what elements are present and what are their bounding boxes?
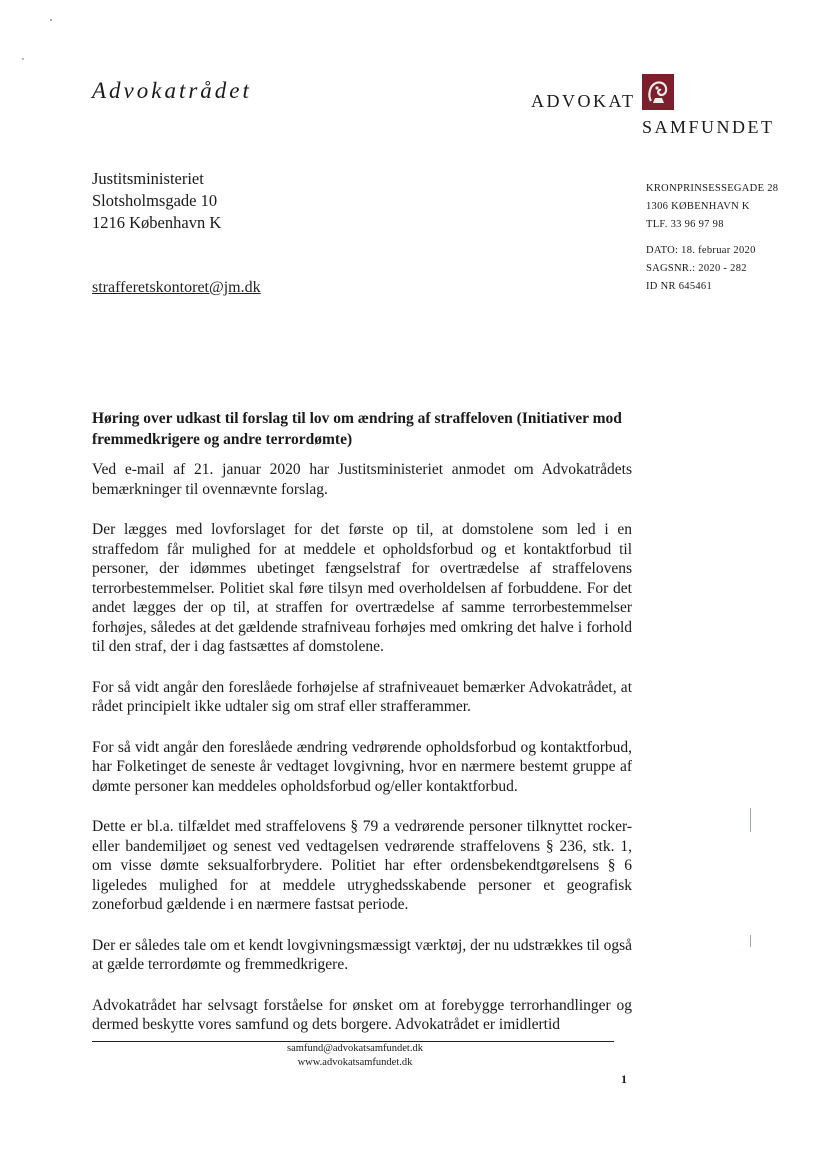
body-paragraph: Der er således tale om et kendt lovgivningsmæssigt værktøj, der nu udstrækkes til også at gælde terrordømte og fremmedkrigere. (92, 936, 632, 973)
body-paragraph: For så vidt angår den foreslåede forhøjelse af strafniveauet bemærker Advokatrådet, at rådet principielt ikke udtaler sig om straf eller strafferammer. (92, 678, 632, 715)
letter-date: DATO: 18. februar 2020 (646, 245, 756, 256)
scan-speck (22, 58, 24, 60)
recipient-name: Justitsministeriet (92, 169, 204, 188)
body-paragraph: Advokatrådet har selvsagt forståelse for ønsket om at forebygge terrorhandlinger og dermed beskytte vores samfund og dets borgere. Advokatrådet er imidlertid (92, 996, 632, 1033)
body-paragraph: Ved e-mail af 21. januar 2020 har Justitsministeriet anmodet om Advokatrådets bemærkninger til ovennævnte forslag. (92, 461, 632, 498)
letter-subject: Høring over udkast til forslag til lov om ændring af straffeloven (Initiativer mod fremmedkrigere og andre terrordømte) (92, 410, 622, 448)
scan-mark (750, 935, 751, 947)
sender-city: 1306 KØBENHAVN K (646, 201, 750, 212)
body-paragraph: Dette er bl.a. tilfældet med straffelovens § 79 a vedrørende personer tilknyttet rocker- eller bandemiljøet og senest ved vedtagelsen vedrørende straffelovens § 236, stk. 1, om visse dømte seksualforbrydere. Politiet har efter ordensbekendtgørelsens § 6 ligeledes mulighed for at meddele utryghedsskabende personer et geografisk zoneforbud gældende i en nærmere fastsat periode. (92, 818, 632, 913)
footer-contact (230, 1042, 480, 1070)
page-number: 1 (621, 1072, 627, 1086)
footer-email[interactable]: samfund@advokatsamfundet.dk (287, 1043, 423, 1054)
sender-phone: TLF. 33 96 97 98 (646, 219, 724, 230)
recipient-email-link[interactable]: strafferetskontoret@jm.dk (92, 279, 261, 296)
letter-body (92, 460, 632, 1056)
advokatraadet-heading: Advokatrådet (92, 78, 252, 103)
body-paragraph: For så vidt angår den foreslåede ændring vedrørende opholdsforbud og kontaktforbud, har Folketinget de seneste år vedtaget lovgivning, hvor en nærmere bestemt gruppe af dømte personer kan meddeles opholdsforbud og/eller kontaktforbud. (92, 738, 632, 795)
sender-details (646, 180, 778, 296)
id-number: ID NR 645461 (646, 281, 713, 292)
body-paragraph: Der lægges med lovforslaget for det første op til, at domstolene som led i en straffedom får mulighed for at meddele et opholdsforbud og et kontaktforbud til personer, der idømmes ubetinget fængselstraf for overtrædelse af straffelovens terrorbestemmelser. Politiet skal føre tilsyn med overholdelsen af forbuddene. For det andet lægges der op til, at straffen for overtrædelse af samme terrorbestemmelser forhøjes, således at det gældende strafniveau forhøjes med omkring det halve i forhold til den straf, der i dag fastsættes af domstolene. (92, 521, 632, 655)
logo-word-samfundet: SAMFUNDET (642, 117, 775, 137)
sender-street: KRONPRINSESSEGADE 28 (646, 183, 779, 194)
advokatsamfundet-logo-icon (642, 74, 674, 110)
footer-website[interactable]: www.advokatsamfundet.dk (297, 1057, 413, 1068)
scan-mark (750, 808, 751, 832)
recipient-address (92, 168, 221, 234)
logo-word-advokat: ADVOKAT (531, 91, 636, 111)
recipient-city: 1216 København K (92, 213, 222, 232)
case-number: SAGSNR.: 2020 - 282 (646, 263, 747, 274)
recipient-street: Slotsholmsgade 10 (92, 191, 218, 210)
scan-speck (50, 19, 52, 21)
